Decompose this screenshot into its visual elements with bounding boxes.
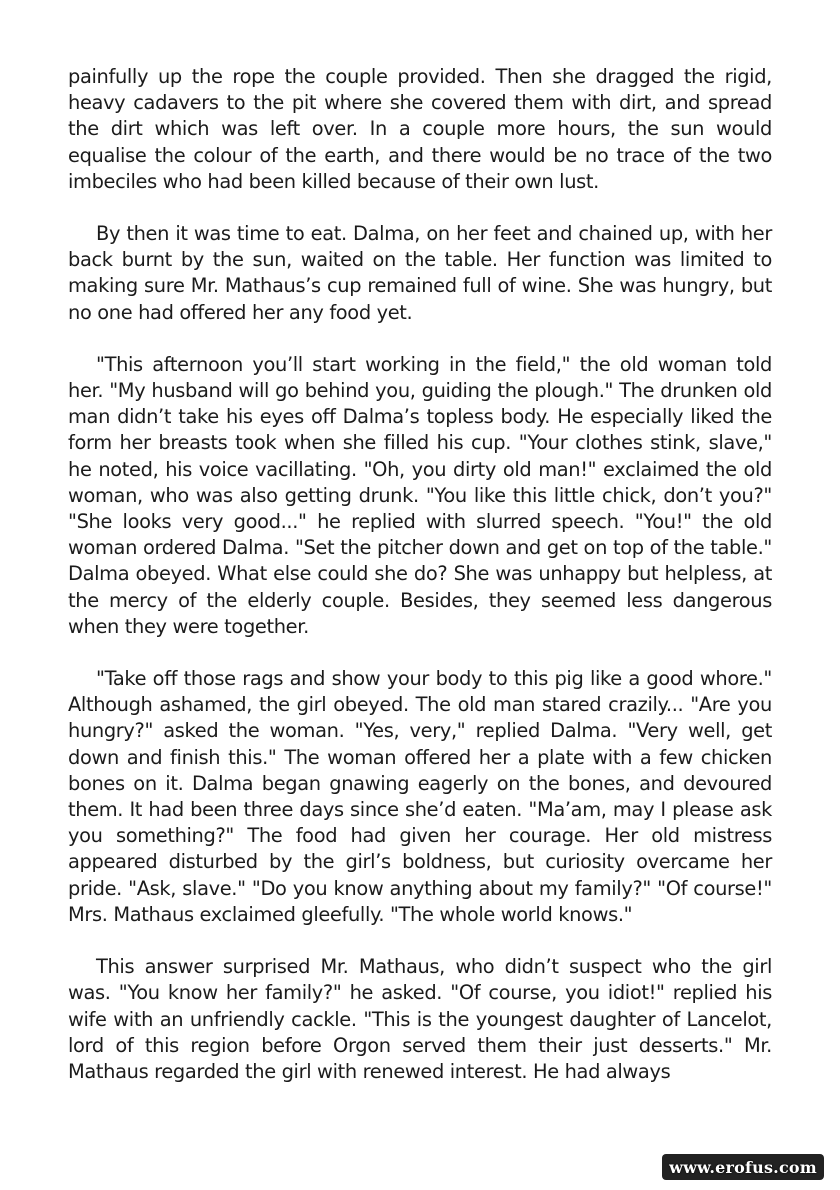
paragraph-5: This answer surprised Mr. Mathaus, who didn’t suspect who the girl was. "You know her family?" he asked. "Of course, you idiot!" replied his wife with an unfriendly cackle. "This is the youngest daughter of Lancelot, lord of this region before Orgon served them their just desserts." Mr. Mathaus regarded the girl with renewed interest. He had always [68,955,772,1083]
paragraph-1: painfully up the rope the couple provided. Then she dragged the rigid, heavy cadavers to the pit where she covered them with dirt, and spread the dirt which was left over. In a couple more hours, the sun would equalise the colour of the earth, and there would be no trace of the two imbeciles who had been killed because of their own lust. [68,65,772,193]
watermark [662,1154,824,1180]
paragraph-4: "Take off those rags and show your body to this pig like a good whore." Although ashamed, the girl obeyed. The old man stared crazily... "Are you hungry?" asked the woman. "Yes, very," replied Dalma. "Very well, get down and finish this." The woman offered her a plate with a few chicken bones on it. Dalma began gnawing eagerly on the bones, and devoured them. It had been three days since she’d eaten. "Ma’am, may I please ask you something?" The food had given her courage. Her old mistress appeared disturbed by the girl’s boldness, but curiosity overcame her pride. "Ask, slave." "Do you know anything about my family?" "Of course!" Mrs. Mathaus exclaimed gleefully. "The whole world knows." [68,667,772,926]
paragraph-2: By then it was time to eat. Dalma, on her feet and chained up, with her back burnt by the sun, waited on the table. Her function was limited to making sure Mr. Mathaus’s cup remained full of wine. She was hungry, but no one had offered her any food yet. [68,222,772,324]
watermark-text: www.erofus.com [669,1157,817,1177]
document-page [68,64,772,1111]
paragraph-3: "This afternoon you’ll start working in the field," the old woman told her. "My husband will go behind you, guiding the plough." The drunken old man didn’t take his eyes off Dalma’s topless body. He especially liked the form her breasts took when she filled his cup. "Your clothes stink, slave," he noted, his voice vacillating. "Oh, you dirty old man!" exclaimed the old woman, who was also getting drunk. "You like this little chick, don’t you?" "She looks very good..." he replied with slurred speech. "You!" the old woman ordered Dalma. "Set the pitcher down and get on top of the table." Dalma obeyed. What else could she do? She was unhappy but helpless, at the mercy of the elderly couple. Besides, they seemed less dangerous when they were together. [68,352,772,638]
